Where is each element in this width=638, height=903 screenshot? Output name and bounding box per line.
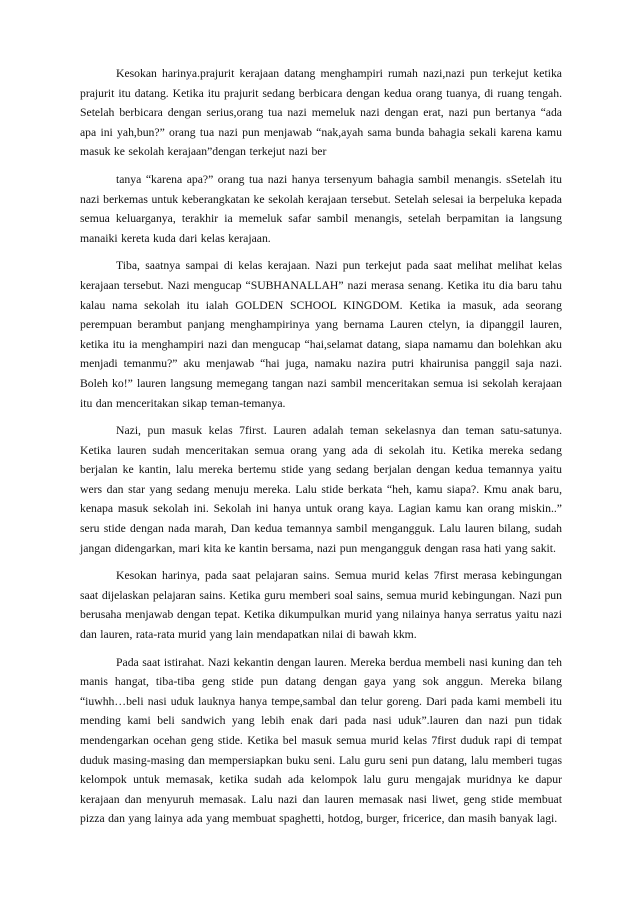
paragraph-2: tanya “karena apa?” orang tua nazi hanya tersenyum bahagia sambil menangis. sSetelah itu nazi berkemas untuk keberangkatan ke sekolah kerajaan tersebut. Setelah selesai ia berpeluka kepada semua keluarganya, terakhir ia memeluk safar sambil menangis, setelah berpamitan ia langsung manaiki kereta kuda dari kelas kerajaan.: [80, 172, 562, 245]
paragraph-4: Nazi, pun masuk kelas 7first. Lauren adalah teman sekelasnya dan teman satu-satunya. Ketika lauren sudah menceritakan semua orang yang ada di sekolah itu. Ketika mereka sedang berjalan ke kantin, lalu mereka bertemu stide yang sedang berjalan dengan kedua temannya yaitu wers dan star yang sedang menuju mereka. Lalu stide berkata “heh, kamu siapa?. Kmu anak baru, kenapa masuk sekolah ini. Sekolah ini hanya untuk orang kaya. Lagian kamu kan orang miskin..” seru stide dengan nada marah, Dan kedua temannya sambil mengangguk. Lalu lauren bilang, sudah jangan didengarkan, mari kita ke kantin bersama, nazi pun mengangguk dengan rasa hati yang sakit.: [80, 424, 562, 555]
paragraph-6: Pada saat istirahat. Nazi kekantin dengan lauren. Mereka berdua membeli nasi kuning dan teh manis hangat, tiba-tiba geng stide pun datang dengan gaya yang sok anggun. Mereka bilang “iuwhh…beli nasi uduk lauknya hanya tempe,sambal dan telur goreng. Dari pada kami membeli itu mending kami beli sandwich yang lebih enak dari pada nasi uduk”.lauren dan nazi pun tidak mendengarkan ocehan geng stide. Ketika bel masuk semua murid kelas 7first duduk rapi di tempat duduk masing-masing dan mempersiapkan buku seni. Lalu guru seni pun datang, lalu memberi tugas kelompok untuk memasak, ketika sudah ada kelompok lalu guru mengajak muridnya ke dapur kerajaan dan menyuruh memasak. Lalu nazi dan lauren memasak nasi liwet, geng stide membuat pizza dan yang lainya ada yang membuat spaghetti, hotdog, burger, fricerice, dan masih banyak lagi.: [80, 655, 562, 826]
paragraph-5: Kesokan harinya, pada saat pelajaran sains. Semua murid kelas 7first merasa kebingungan saat dijelaskan pelajaran sains. Ketika guru memberi soal sains, semua murid kebingungan. Nazi pun berusaha menjawab dengan tepat. Ketika dikumpulkan murid yang nilainya hanya serratus yaitu nazi dan lauren, rata-rata murid yang lain mendapatkan nilai di bawah kkm.: [80, 569, 562, 642]
paragraph-3: Tiba, saatnya sampai di kelas kerajaan. Nazi pun terkejut pada saat melihat melihat kelas kerajaan tersebut. Nazi mengucap “SUBHANALLAH” nazi merasa senang. Ketika itu dia baru tahu kalau nama sekolah itu ialah GOLDEN SCHOOL KINGDOM. Ketika ia masuk, ada seorang perempuan berambut panjang menghampirinya yang bernama Lauren ctelyn, ia dipanggil lauren, ketika itu ia menghampiri nazi dan mengucap “hai,selamat datang, siapa namamu dan bolehkan aku menjadi temanmu?” aku menjawab “hai juga, namaku nazira putri khairunisa panggil saja nazi. Boleh ko!” lauren langsung memegang tangan nazi sambil menceritakan semua isi sekolah kerajaan itu dan menceritakan sikap teman-temanya.: [80, 259, 562, 410]
paragraph-1: Kesokan harinya.prajurit kerajaan datang menghampiri rumah nazi,nazi pun terkejut ketika prajurit itu datang. Ketika itu prajurit sedang berbicara dengan kedua orang tuanya, di ruang tengah. Setelah berbicara dengan serius,orang tua nazi memeluk nazi dengan erat, nazi pun bertanya “ada apa ini yah,bun?” orang tua nazi pun menjawab “nak,ayah sama bunda bahagia sekali karena kamu masuk ke sekolah kerajaan”dengan terkejut nazi ber: [80, 67, 562, 159]
